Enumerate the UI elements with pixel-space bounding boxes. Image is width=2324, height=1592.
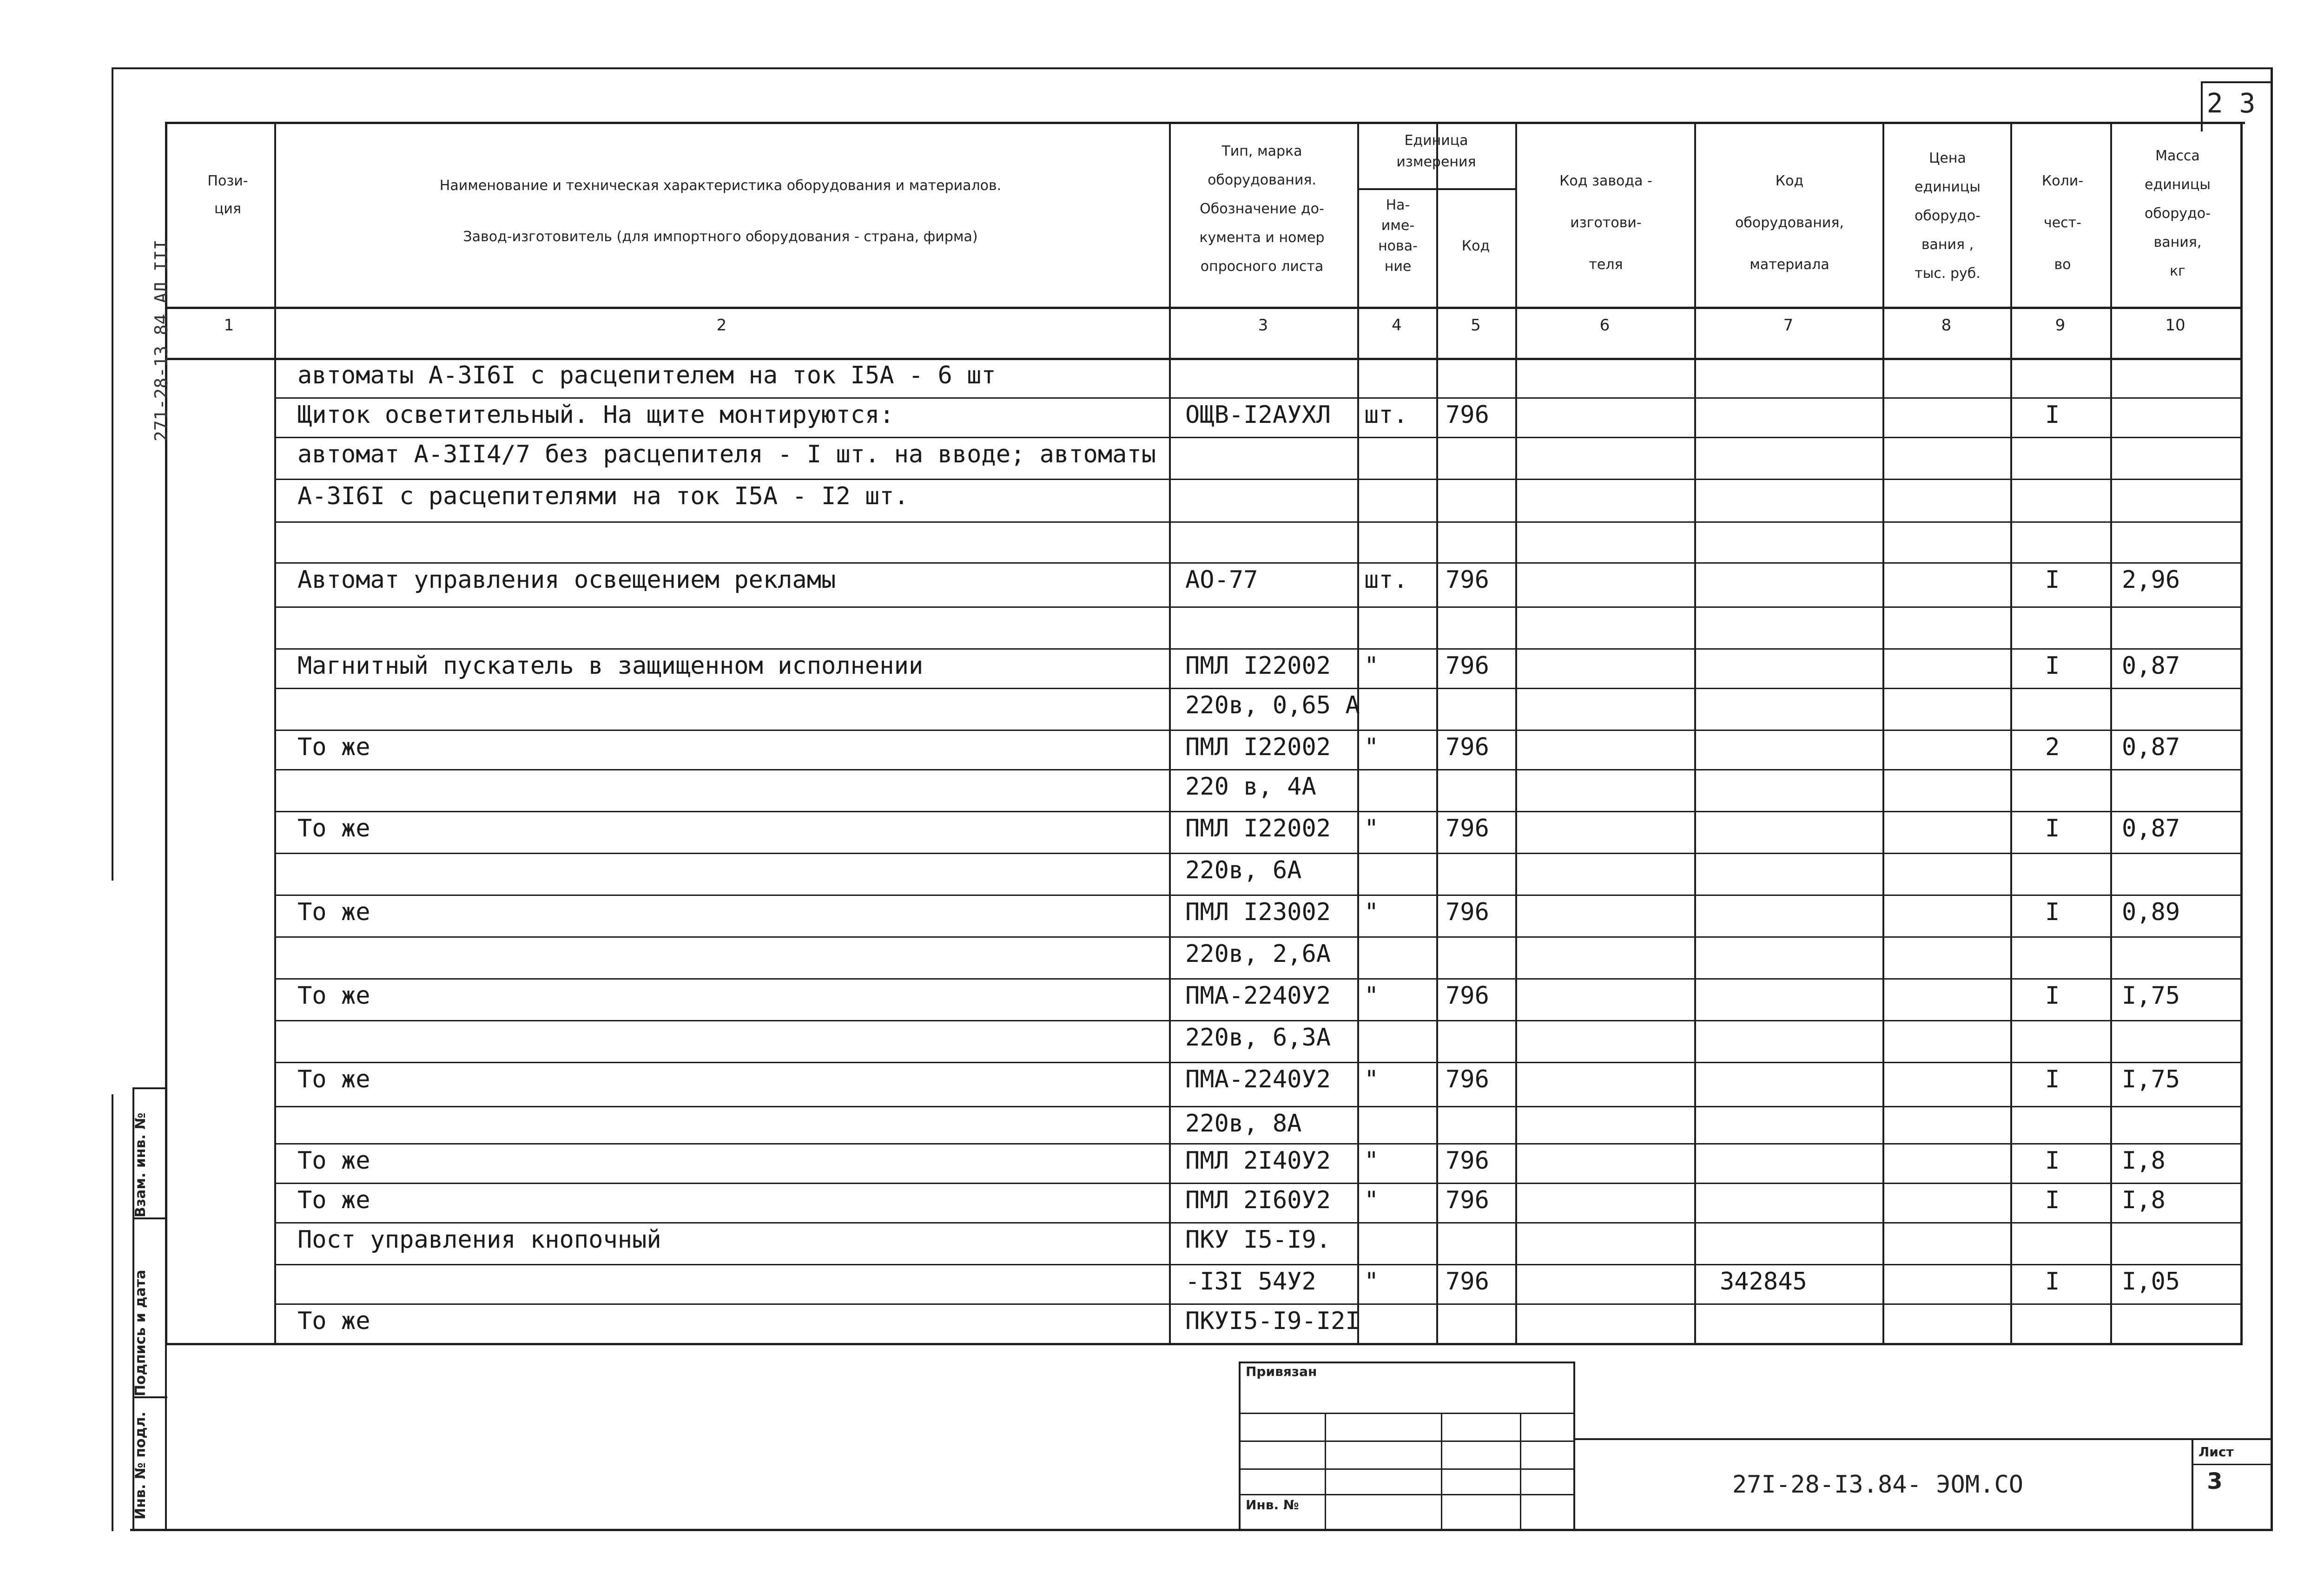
item-unit-code: 796	[1446, 1147, 1489, 1175]
item-quantity: I	[2045, 898, 2060, 926]
item-quantity: I	[2045, 1268, 2060, 1296]
item-mass: 0,87	[2122, 815, 2180, 842]
item-type: 220в, 2,6А	[1185, 940, 1331, 968]
header-mass: Масса единицы оборудо- вания, кг	[2145, 148, 2211, 279]
item-mass: 0,87	[2122, 652, 2180, 680]
item-name: То же	[297, 815, 370, 842]
title-block-line	[1573, 1362, 1575, 1529]
row-line	[274, 1264, 2240, 1265]
column-line	[274, 122, 276, 1344]
item-name: Автомат управления освещением рекламы	[297, 566, 836, 594]
item-mass: I,75	[2122, 982, 2180, 1010]
column-line	[2010, 122, 2012, 1344]
item-name: То же	[297, 1307, 370, 1335]
item-type: -I3I 54У2	[1185, 1268, 1316, 1296]
page-bottom-border	[130, 1529, 2273, 1531]
item-unit-code: 796	[1446, 566, 1489, 594]
item-quantity: I	[2045, 652, 2060, 680]
row-line	[274, 521, 2240, 523]
stamp-line	[132, 1217, 167, 1219]
item-unit-code: 796	[1446, 733, 1489, 761]
page-left-border-lower	[112, 1094, 113, 1531]
header-unit-name: На- име- нова- ние	[1378, 197, 1418, 275]
column-number: 2	[716, 316, 727, 335]
title-block-line	[2192, 1438, 2193, 1529]
column-line	[1436, 122, 1438, 1344]
item-unit: шт.	[1364, 566, 1408, 594]
header-type: Тип, марка оборудования. Обозначение до- кумента и номер опросного листа	[1199, 143, 1325, 275]
item-unit: "	[1364, 898, 1379, 926]
title-block-line	[1239, 1468, 1573, 1470]
item-quantity: 2	[2045, 733, 2060, 761]
column-number: 3	[1258, 316, 1268, 335]
item-quantity: I	[2045, 1186, 2060, 1214]
document-code: 27I-28-I3.84- ЭОМ.СО	[1732, 1471, 2024, 1499]
row-line	[274, 358, 2240, 359]
column-line	[1515, 122, 1517, 1344]
item-quantity: I	[2045, 566, 2060, 594]
item-name: Щиток осветительный. На щите монтируются:	[297, 401, 894, 429]
header-equipment-code: Код оборудования, материала	[1735, 173, 1844, 273]
stamp-line-inner	[165, 1087, 167, 1529]
item-name: автомат А-3II4/7 без расцепителя - I шт. на вводе; автоматы	[297, 441, 1156, 468]
bound-label: Привязан	[1246, 1364, 1317, 1379]
item-quantity: I	[2045, 815, 2060, 842]
row-line	[274, 606, 2240, 608]
row-line	[274, 895, 2240, 896]
row-line	[274, 1343, 2240, 1344]
row-line	[274, 1222, 2240, 1224]
item-type: 220в, 6А	[1185, 856, 1302, 884]
row-line	[274, 562, 2240, 564]
column-line	[1357, 122, 1359, 1344]
item-type: ПМЛ I23002	[1185, 898, 1331, 926]
item-type: 220 в, 4А	[1185, 773, 1316, 801]
item-name: То же	[297, 982, 370, 1010]
row-line	[274, 730, 2240, 731]
column-number: 6	[1599, 316, 1610, 335]
item-mass: I,75	[2122, 1066, 2180, 1093]
column-line	[1882, 122, 1884, 1344]
header-unit-group: Единица измерения	[1396, 132, 1476, 170]
title-block-line	[2192, 1464, 2271, 1465]
item-unit: "	[1364, 815, 1379, 842]
header-name: Наименование и техническая характеристика оборудования и материалов. Завод-изготовитель (для импортного оборудования - страна, фирма)	[439, 178, 1002, 245]
page-left-border	[112, 67, 113, 881]
item-quantity: I	[2045, 1066, 2060, 1093]
item-unit: "	[1364, 982, 1379, 1010]
row-line	[274, 688, 2240, 689]
item-unit-code: 796	[1446, 401, 1489, 429]
item-name: То же	[297, 1066, 370, 1093]
item-unit-code: 796	[1446, 898, 1489, 926]
item-name: То же	[297, 733, 370, 761]
item-type: ПМА-2240У2	[1185, 1066, 1331, 1093]
column-number: 1	[224, 316, 234, 335]
stamp-line	[132, 1087, 167, 1089]
item-unit: "	[1364, 1147, 1379, 1175]
header-position: Пози- ция	[207, 173, 248, 217]
column-number: 8	[1941, 316, 1952, 335]
title-block-line	[1325, 1413, 1326, 1529]
item-unit-code: 796	[1446, 1186, 1489, 1214]
column-number: 7	[1783, 316, 1794, 335]
row-line	[274, 397, 2240, 399]
sheet-box-top	[2201, 81, 2273, 83]
item-quantity: I	[2045, 401, 2060, 429]
item-unit: "	[1364, 1268, 1379, 1296]
unit-group-line	[1357, 188, 1515, 190]
item-name: Пост управления кнопочный	[297, 1226, 661, 1254]
item-unit-code: 796	[1446, 1066, 1489, 1093]
item-unit-code: 796	[1446, 982, 1489, 1010]
table-top-line	[165, 122, 2245, 124]
item-type: ПМЛ 2I60У2	[1185, 1186, 1331, 1214]
row-line	[274, 1143, 2240, 1145]
row-line	[274, 1303, 2240, 1305]
item-type: ПКУ I5-I9.	[1185, 1226, 1331, 1254]
stamp-line	[132, 1396, 167, 1398]
item-type: 220в, 6,3А	[1185, 1024, 1331, 1052]
item-unit: "	[1364, 1186, 1379, 1214]
row-line	[274, 853, 2240, 854]
item-type: ОЩВ-I2АУХЛ	[1185, 401, 1331, 429]
item-unit-code: 796	[1446, 1268, 1489, 1296]
side-document-code: 271-28-13 84 АЛ III	[151, 239, 172, 441]
item-type: АО-77	[1185, 566, 1258, 594]
item-unit: шт.	[1364, 401, 1408, 429]
item-type: ПМЛ I22002	[1185, 652, 1331, 680]
sheet-number: 3	[2207, 1468, 2223, 1494]
item-name: автоматы А-3I6I с расцепителем на ток I5А - 6 шт	[297, 362, 996, 389]
item-unit: "	[1364, 1066, 1379, 1093]
row-line	[274, 1062, 2240, 1063]
title-block-line	[1239, 1362, 1241, 1529]
item-type: ПМЛ 2I40У2	[1185, 1147, 1331, 1175]
row-line	[274, 1183, 2240, 1184]
title-block-line	[1441, 1413, 1442, 1529]
column-line	[1169, 122, 1171, 1344]
header-factory-code: Код завода - изготови- теля	[1559, 173, 1652, 273]
item-quantity: I	[2045, 982, 2060, 1010]
item-type: 220в, 0,65 А	[1185, 691, 1360, 719]
item-type: ПКУI5-I9-I2I	[1185, 1307, 1360, 1335]
column-number: 10	[2165, 316, 2185, 335]
item-unit: "	[1364, 652, 1379, 680]
header-quantity: Коли- чест- во	[2041, 173, 2084, 273]
title-block-line	[1239, 1362, 1573, 1363]
title-block-line	[1520, 1413, 1521, 1529]
row-line	[274, 769, 2240, 770]
row-line	[274, 936, 2240, 938]
item-mass: 0,87	[2122, 733, 2180, 761]
item-mass: 2,96	[2122, 566, 2180, 594]
inv-number-label: Инв. №	[1246, 1497, 1299, 1513]
row-line	[274, 811, 2240, 812]
sheet-label: Лист	[2199, 1444, 2234, 1460]
page-right-border	[2271, 67, 2273, 1531]
item-unit-code: 796	[1446, 652, 1489, 680]
title-block-line	[1239, 1441, 1573, 1442]
item-type: ПМЛ I22002	[1185, 815, 1331, 842]
item-name: То же	[297, 1186, 370, 1214]
item-type: ПМА-2240У2	[1185, 982, 1331, 1010]
item-mass: I,05	[2122, 1268, 2180, 1296]
item-mass: I,8	[2122, 1147, 2166, 1175]
header-bottom-line	[165, 307, 2243, 309]
column-number: 9	[2055, 316, 2066, 335]
item-unit: "	[1364, 733, 1379, 761]
top-sheet-number: 2 3	[2206, 87, 2256, 119]
item-unit-code: 796	[1446, 815, 1489, 842]
title-block-line	[1573, 1438, 2271, 1440]
stamp-replaced-inv: Взам. инв. №	[132, 1112, 149, 1217]
title-block-line	[1239, 1413, 1573, 1414]
header-unit-code: Код	[1461, 238, 1490, 254]
row-line	[274, 437, 2240, 438]
item-name: А-3I6I с расцепителями на ток I5А - I2 шт.	[297, 482, 909, 510]
column-line	[1694, 122, 1696, 1344]
item-name: Магнитный пускатель в защищенном исполнении	[297, 652, 924, 680]
item-type: ПМЛ I22002	[1185, 733, 1331, 761]
item-quantity: I	[2045, 1147, 2060, 1175]
column-number: 5	[1471, 316, 1481, 335]
item-name: То же	[297, 1147, 370, 1175]
item-mass: I,8	[2122, 1186, 2166, 1214]
header-price: Цена единицы оборудо- вания , тыс. руб.	[1915, 150, 1981, 282]
title-block-line	[1239, 1494, 1573, 1495]
item-name: То же	[297, 898, 370, 926]
row-line	[274, 479, 2240, 480]
row-line	[274, 978, 2240, 980]
stamp-signature-date: Подпись и дата	[132, 1270, 149, 1396]
column-line	[2110, 122, 2112, 1344]
item-equipment-code: 342845	[1720, 1268, 1807, 1296]
item-type: 220в, 8А	[1185, 1110, 1302, 1138]
row-line	[274, 648, 2240, 650]
page-top-border	[112, 67, 2273, 69]
item-mass: 0,89	[2122, 898, 2180, 926]
row-line	[274, 1020, 2240, 1021]
column-number: 4	[1392, 316, 1402, 335]
stamp-original-inv: Инв. № подл.	[132, 1411, 149, 1520]
table-right-line	[2240, 122, 2243, 1344]
row-line	[274, 1106, 2240, 1107]
